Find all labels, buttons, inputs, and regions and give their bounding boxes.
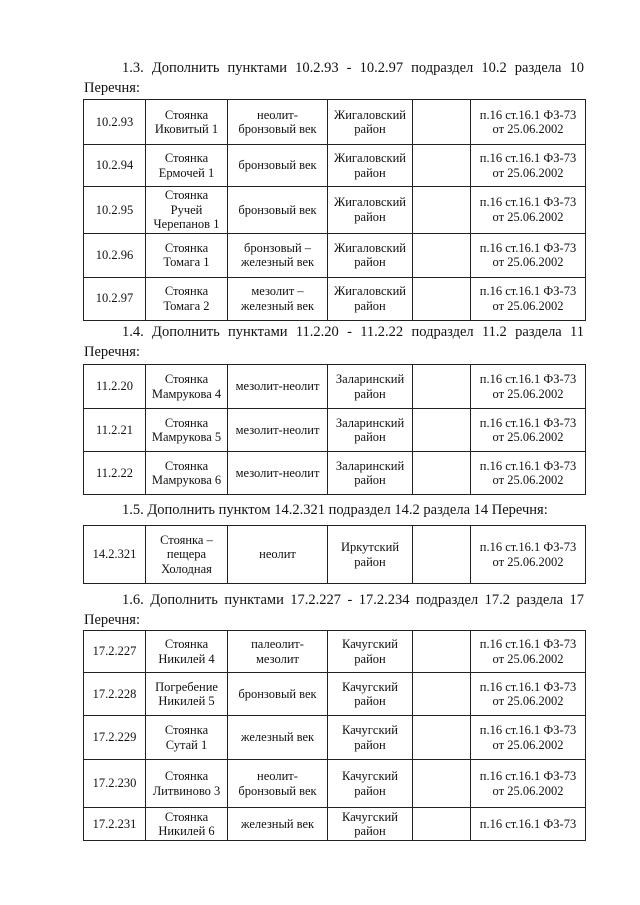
row-district: Жигаловский район [328,233,413,277]
row-note [413,526,471,584]
row-note [413,365,471,409]
row-code: 10.2.96 [84,233,146,277]
row-district: Иркутский район [328,526,413,584]
table-row [84,760,586,808]
row-district: Заларинский район [328,452,413,495]
section-1-4-heading-cont: Перечня: [84,344,140,360]
table-row [84,277,586,320]
row-name: Стоянка Мамрукова 5 [146,409,228,452]
row-note [413,452,471,495]
row-period: бронзовый век [228,187,328,234]
table-row [84,409,586,452]
row-name: Стоянка Мамрукова 6 [146,452,228,495]
row-district: Качугский район [328,808,413,841]
row-name: Стоянка Томага 2 [146,277,228,320]
row-code: 10.2.95 [84,187,146,234]
row-period: железный век [228,716,328,760]
row-district: Качугский район [328,760,413,808]
row-district: Качугский район [328,673,413,716]
row-code: 10.2.94 [84,145,146,187]
row-code: 11.2.20 [84,365,146,409]
section-1-4-heading: 1.4. Дополнить пунктами 11.2.20 - 11.2.22 подраздел 11.2 раздела 11 [122,324,584,340]
row-basis: п.16 ст.16.1 ФЗ-73 от 25.06.2002 [471,526,586,584]
row-period: неолит-бронзовый век [228,760,328,808]
table-row [84,233,586,277]
row-district: Заларинский район [328,365,413,409]
table-row [84,145,586,187]
row-note [413,673,471,716]
row-period: бронзовый век [228,145,328,187]
row-period: мезолит-неолит [228,365,328,409]
row-code: 14.2.321 [84,526,146,584]
row-code: 10.2.97 [84,277,146,320]
row-code: 17.2.231 [84,808,146,841]
row-note [413,760,471,808]
section-1-5-heading: 1.5. Дополнить пунктом 14.2.321 подраздел 14.2 раздела 14 Перечня: [122,502,548,518]
row-basis: п.16 ст.16.1 ФЗ-73 от 25.06.2002 [471,409,586,452]
row-period: мезолит-неолит [228,409,328,452]
row-basis: п.16 ст.16.1 ФЗ-73 от 25.06.2002 [471,233,586,277]
section-1-6-heading-cont: Перечня: [84,612,140,628]
section-1-3-heading: 1.3. Дополнить пунктами 10.2.93 - 10.2.97 подраздел 10.2 раздела 10 [122,60,584,76]
row-period: железный век [228,808,328,841]
row-basis: п.16 ст.16.1 ФЗ-73 от 25.06.2002 [471,452,586,495]
table-row [84,673,586,716]
row-name: Погребение Никилей 5 [146,673,228,716]
row-basis: п.16 ст.16.1 ФЗ-73 от 25.06.2002 [471,100,586,145]
row-note [413,187,471,234]
row-period: палеолит-мезолит [228,631,328,673]
row-note [413,100,471,145]
table-row [84,808,586,841]
table-section-11 [83,364,586,495]
row-name: Стоянка Томага 1 [146,233,228,277]
row-basis: п.16 ст.16.1 ФЗ-73 от 25.06.2002 [471,145,586,187]
row-code: 17.2.227 [84,631,146,673]
row-code: 11.2.22 [84,452,146,495]
row-basis: п.16 ст.16.1 ФЗ-73 от 25.06.2002 [471,187,586,234]
row-name: Стоянка Иковитый 1 [146,100,228,145]
row-code: 17.2.228 [84,673,146,716]
row-basis: п.16 ст.16.1 ФЗ-73 от 25.06.2002 [471,631,586,673]
row-period: неолит [228,526,328,584]
table-section-14 [83,525,586,584]
row-name: Стоянка Никилей 6 [146,808,228,841]
table-row [84,100,586,145]
row-basis: п.16 ст.16.1 ФЗ-73 от 25.06.2002 [471,673,586,716]
table-section-17 [83,630,586,841]
row-district: Заларинский район [328,409,413,452]
section-1-3-heading-cont: Перечня: [84,80,140,96]
row-period: бронзовый – железный век [228,233,328,277]
row-name: Стоянка Литвиново 3 [146,760,228,808]
row-district: Жигаловский район [328,187,413,234]
table-row [84,187,586,234]
row-note [413,233,471,277]
table-row [84,526,586,584]
row-name: Стоянка – пещера Холодная [146,526,228,584]
row-name: Стоянка Ручей Черепанов 1 [146,187,228,234]
table-row [84,631,586,673]
row-note [413,631,471,673]
row-basis: п.16 ст.16.1 ФЗ-73 [471,808,586,841]
section-1-6-heading: 1.6. Дополнить пунктами 17.2.227 - 17.2.234 подраздел 17.2 раздела 17 [122,592,584,608]
row-basis: п.16 ст.16.1 ФЗ-73 от 25.06.2002 [471,277,586,320]
row-name: Стоянка Ермочей 1 [146,145,228,187]
row-district: Жигаловский район [328,277,413,320]
row-basis: п.16 ст.16.1 ФЗ-73 от 25.06.2002 [471,760,586,808]
row-period: неолит-бронзовый век [228,100,328,145]
row-note [413,277,471,320]
row-note [413,145,471,187]
table-row [84,716,586,760]
row-note [413,808,471,841]
row-name: Стоянка Сутай 1 [146,716,228,760]
row-name: Стоянка Никилей 4 [146,631,228,673]
row-code: 10.2.93 [84,100,146,145]
table-section-10 [83,99,586,321]
row-basis: п.16 ст.16.1 ФЗ-73 от 25.06.2002 [471,365,586,409]
row-name: Стоянка Мамрукова 4 [146,365,228,409]
row-period: бронзовый век [228,673,328,716]
row-period: мезолит-неолит [228,452,328,495]
row-basis: п.16 ст.16.1 ФЗ-73 от 25.06.2002 [471,716,586,760]
row-code: 11.2.21 [84,409,146,452]
row-district: Жигаловский район [328,100,413,145]
row-district: Качугский район [328,631,413,673]
row-district: Качугский район [328,716,413,760]
row-code: 17.2.230 [84,760,146,808]
row-period: мезолит – железный век [228,277,328,320]
row-note [413,409,471,452]
table-row [84,365,586,409]
table-row [84,452,586,495]
row-district: Жигаловский район [328,145,413,187]
row-note [413,716,471,760]
row-code: 17.2.229 [84,716,146,760]
